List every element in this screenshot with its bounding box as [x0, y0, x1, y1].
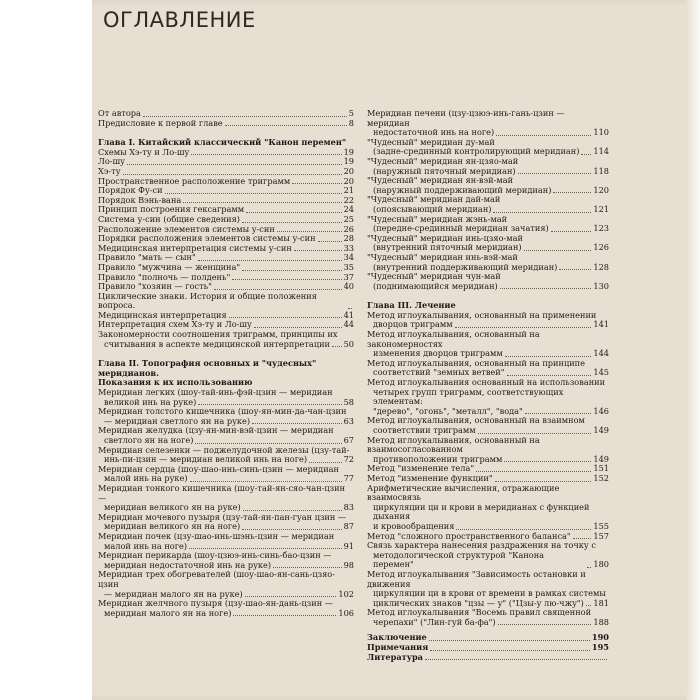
toc-entry-title: Меридиан трех обогревателей (шоу-шао-ян-сань-цзяо-цзин	[98, 569, 335, 589]
toc-entry-title: Показания к их использованию	[98, 377, 253, 388]
toc-entry	[98, 446, 354, 465]
toc-entry	[367, 253, 609, 272]
toc-entry-title: Метод иглоукалывания, основанный на применении	[367, 309, 597, 320]
toc-entry-title: (наружный поддерживающий меридиан)	[373, 184, 552, 195]
toc-leader-dots	[504, 461, 591, 462]
toc-entry	[98, 599, 354, 618]
toc-entry	[98, 465, 354, 484]
toc-leader-dots	[318, 241, 342, 242]
toc-entry	[367, 541, 609, 570]
toc-page-number: 35	[343, 261, 354, 272]
toc-entry-title: Меридиан мочевого пузыря (цзу-тай-ян-пан-гуан цзин —	[98, 511, 347, 522]
toc-leader-dots	[581, 154, 591, 155]
toc-entry-title: Принцип построения гексаграмм	[98, 204, 245, 215]
toc-page-number: 152	[593, 472, 609, 483]
toc-entry-title: меридиан великого ян на ноге)	[104, 521, 241, 532]
toc-entry	[98, 148, 354, 158]
toc-entry-title: Расположение элементов системы у-син	[98, 223, 275, 234]
toc-page-number: 98	[343, 559, 354, 570]
toc-page-number: 77	[343, 473, 354, 484]
toc-entry-title: светлого ян на ноге)	[104, 435, 194, 445]
toc-leader-dots	[425, 659, 607, 660]
toc-entry-title: Циклические знаки. История и общие положения вопроса.	[98, 290, 317, 311]
spacer	[98, 349, 354, 355]
toc-leader-dots	[429, 640, 590, 641]
toc-entry-title: (наружный пяточный меридиан)	[373, 165, 516, 176]
toc-entry-title: малой инь на руке)	[104, 473, 188, 484]
toc-leader-dots	[524, 250, 592, 251]
toc-leader-dots	[553, 192, 591, 193]
toc-page-number: 37	[343, 271, 354, 282]
toc-entry-title: Меридиан легких (шоу-тай-инь-фэй-цзин — меридиан	[98, 387, 333, 398]
toc-entry-title: Меридиан почек (цзу-шао-инь-шэнь-цзин — меридиан	[98, 530, 335, 541]
toc-entry-title: меридиан недостаточной инь на руке)	[104, 559, 272, 570]
toc-page-number: 20	[343, 165, 354, 176]
toc-page-number: 149	[593, 425, 609, 435]
toc-leader-dots	[430, 650, 590, 651]
toc-entry-title: недостаточной инь на ноге)	[373, 127, 495, 138]
toc-entry-title: Глава II. Топография основных и "чудесных" меридианов.	[98, 358, 317, 378]
toc-entry-title: циклических знаков "цзы — у" ("Цзы-у лю-чжу")	[373, 597, 584, 608]
toc-entry-title: Медицинская интерпретация	[98, 309, 227, 320]
toc-page-number: 63	[343, 415, 354, 426]
toc-page-number: 50	[343, 338, 354, 349]
toc-entry	[367, 608, 609, 627]
toc-leader-dots	[232, 279, 341, 280]
toc-leader-dots	[225, 125, 347, 126]
toc-entry-title: и кровообращения	[373, 520, 455, 531]
toc-page-number: 146	[593, 405, 609, 416]
toc-leader-dots	[195, 443, 341, 444]
toc-page-number: 190	[591, 632, 609, 643]
toc-entry	[98, 570, 354, 599]
toc-entry-title: циркуляции ци в крови от времени в рамках системы	[373, 588, 606, 599]
toc-entry-title: "дерево", "огонь", "металл", "вода"	[373, 405, 523, 416]
toc-entry-title: Порядки расположения элементов системы у-син	[98, 233, 316, 244]
spacer	[367, 291, 609, 297]
toc-entry	[367, 570, 609, 608]
toc-entry-title: (поднимающийся меридиан)	[373, 280, 498, 291]
toc-entry-title: дворцов триграмм	[373, 319, 453, 330]
toc-entry-title: Метод "изменение тела"	[367, 463, 475, 474]
toc-entry	[98, 330, 354, 349]
toc-entry-title: соответствий "земных ветвей"	[373, 367, 505, 378]
toc-entry-title: Меридиан печени (цзу-цзюэ-инь-гань-цзин — меридиан	[367, 108, 565, 128]
toc-entry-title: Правило "мать — сын"	[98, 252, 196, 263]
toc-page-number: 87	[343, 521, 354, 532]
toc-entry-title: (опоясывающий меридиан)	[373, 203, 492, 214]
toc-page-number: 20	[343, 175, 354, 186]
toc-entry-title: инь-пи-цзин — меридиан великой инь на ноге)	[104, 454, 308, 465]
toc-entry-title: (внутренний поддерживающий меридиан)	[373, 261, 558, 272]
toc-page-number: 144	[593, 348, 609, 359]
toc-page-number: 5	[348, 108, 354, 118]
toc-entry-title: (внутренний пяточный меридиан)	[373, 242, 522, 253]
toc-leader-dots	[507, 375, 592, 376]
toc-entry-title: "Чудесный" меридиан жэнь-май	[367, 213, 508, 224]
toc-entry-title: методологической структурой "Канона перемен"	[373, 549, 545, 570]
toc-chapter-heading	[98, 359, 354, 388]
toc-entry-title: (задне-срединный контролирующий меридиан)	[373, 146, 580, 157]
toc-leader-dots	[498, 624, 592, 625]
toc-leader-dots	[245, 596, 337, 597]
toc-entry-title: — меридиан малого ян на руке)	[104, 588, 243, 599]
toc-entry-title: "Чудесный" меридиан ян-цзяо-май	[367, 155, 519, 166]
toc-page-number: 195	[591, 642, 609, 653]
toc-leader-dots	[478, 433, 592, 434]
toc-entry-title: Метод иглоукалывания, основанный на принципе	[367, 357, 585, 368]
toc-entry	[367, 157, 609, 176]
toc-page-number: 128	[593, 261, 609, 272]
toc-page-number: 58	[343, 396, 354, 407]
toc-page-number: 19	[343, 146, 354, 157]
toc-page-number: 110	[593, 127, 609, 138]
toc-entry-title: великой инь на руке)	[104, 396, 197, 407]
toc-entry	[367, 138, 609, 157]
toc-leader-dots	[183, 202, 341, 203]
toc-page-number: 157	[593, 530, 609, 541]
book-page	[92, 0, 700, 700]
toc-entry-title: Интерпретация схем Хэ-ту и Ло-шу	[98, 319, 252, 330]
toc-page-number: 33	[343, 242, 354, 253]
toc-entry	[98, 407, 354, 426]
toc-entry-title: "Чудесный" меридиан чун-май	[367, 271, 501, 282]
toc-page-number: 22	[343, 194, 354, 205]
toc-page-number: 24	[343, 204, 354, 215]
toc-entry-title: Метод иглоукалывания, основанный на взаимном	[367, 415, 585, 426]
toc-page-number: 188	[593, 616, 609, 627]
toc-leader-dots	[455, 327, 592, 328]
toc-entry-title: соответствии триграмм	[373, 425, 476, 435]
toc-leader-dots	[500, 288, 592, 289]
toc-entry	[98, 551, 354, 570]
toc-leader-dots	[495, 481, 592, 482]
toc-entry-title: Связь характера нанесения раздражения на точку с	[367, 540, 596, 551]
toc-entry-title: черепахи" ("Лин-гуй ба-фа")	[373, 616, 496, 627]
toc-page-number: 121	[593, 203, 609, 214]
toc-entry-title: Метод иглоукалывания, основанный на закономерностях	[367, 329, 540, 349]
toc-leader-dots	[277, 231, 342, 232]
toc-page-number: 106	[338, 607, 354, 618]
toc-page-number: 8	[348, 117, 354, 128]
toc-leader-dots	[525, 413, 592, 414]
toc-leader-dots	[252, 423, 342, 424]
toc-entry-title: малой инь на ноге)	[104, 540, 188, 551]
toc-entry	[98, 292, 354, 311]
toc-entry-title: Порядок Вэнь-вана	[98, 194, 182, 205]
toc-entry-title: Порядок Фу-си	[98, 185, 163, 196]
toc-entry	[367, 416, 609, 435]
toc-page-number: 149	[593, 453, 609, 464]
toc-entry-title: Пространственное расположение триграмм	[98, 175, 291, 186]
toc-leader-dots	[214, 289, 342, 290]
toc-leader-dots	[229, 317, 342, 318]
toc-leader-dots	[559, 269, 591, 270]
toc-leader-dots	[165, 193, 342, 194]
toc-leader-dots	[292, 183, 341, 184]
page-title: ОГЛАВЛЕНИЕ	[103, 8, 256, 32]
toc-entry	[367, 311, 609, 330]
toc-entry-title: циркуляции ци и крови в меридианах с функцией дыхания	[373, 501, 590, 522]
toc-page-number: 123	[593, 223, 609, 234]
toc-page-number: 34	[343, 252, 354, 263]
toc-entry	[367, 109, 609, 138]
toc-page-number: 114	[593, 146, 609, 157]
toc-entry-title: Метод иглоукалывания "Зависимость остановки и движения	[367, 568, 586, 589]
toc-entry	[98, 532, 354, 551]
toc-page-number: 130	[593, 280, 609, 291]
toc-entry-title: Правило "полночь — полдень"	[98, 271, 231, 282]
page-edge	[686, 0, 700, 700]
toc-page-number: 83	[343, 502, 354, 513]
toc-page-number: 28	[343, 233, 354, 244]
toc-page-number: 26	[343, 223, 354, 234]
toc-leader-dots	[505, 356, 592, 357]
toc-page-number: 126	[593, 242, 609, 253]
toc-page-number: 44	[343, 319, 354, 330]
toc-leader-dots	[198, 260, 342, 261]
toc-entry-title: Метод иглоукалывания "Восемь правил священной	[367, 607, 592, 618]
toc-leader-dots	[242, 270, 341, 271]
toc-entry-title: четырех групп триграмм, соответствующих элементам:	[373, 386, 564, 407]
toc-entry-title: Меридиан толстого кишечника (шоу-ян-мин-да-чан-цзин	[98, 406, 347, 417]
toc-page-number: 102	[338, 588, 354, 599]
toc-entry	[367, 484, 609, 532]
toc-page-number: 151	[593, 463, 609, 474]
toc-leader-dots	[123, 174, 342, 175]
toc-leader-dots	[127, 164, 342, 165]
toc-entry-title: Предисловие к первой главе	[98, 117, 223, 128]
toc-entry	[367, 234, 609, 253]
toc-page-number: 67	[343, 435, 354, 445]
toc-entry-title: Примечания	[367, 642, 429, 653]
toc-leader-dots	[476, 471, 591, 472]
toc-entry-title: Метод "сложного пространственного баланса"	[367, 530, 571, 541]
toc-entry	[98, 157, 354, 167]
toc-leader-dots	[242, 222, 342, 223]
toc-leader-dots	[456, 529, 591, 530]
toc-entry-title: Метод иглоукалывания, основанный на взаимосогласованном	[367, 434, 540, 455]
toc-entry	[98, 513, 354, 532]
toc-entry-title: Меридиан перикарда (шоу-цзюэ-инь-синь-бао-цзин —	[98, 550, 332, 561]
toc-page-number: 141	[593, 319, 609, 330]
toc-leader-dots	[551, 231, 592, 232]
toc-entry	[367, 176, 609, 195]
toc-entry-title: считывания в аспекте медицинской интерпретации	[104, 338, 330, 349]
toc-leader-dots	[273, 567, 342, 568]
toc-entry-title: Хэ-ту	[98, 165, 121, 176]
spacer	[98, 128, 354, 134]
toc-entry	[367, 653, 609, 663]
toc-page-number: 155	[593, 520, 609, 531]
toc-entry-title: — меридиан светлого ян на руке)	[104, 415, 251, 426]
toc-leader-dots	[309, 462, 342, 463]
toc-entry-title: Метод иглоукалывания основанный на использовании	[367, 377, 606, 388]
toc-page-number: 145	[593, 367, 609, 378]
toc-leader-dots	[233, 615, 336, 616]
toc-entry	[98, 388, 354, 407]
toc-page-number: 21	[343, 185, 354, 196]
toc-leader-dots	[191, 154, 341, 155]
toc-leader-dots	[493, 212, 591, 213]
toc-entry-title: Правило "мужчина — женщина"	[98, 261, 241, 272]
toc-leader-dots	[348, 308, 352, 309]
toc-page-number: 72	[343, 454, 354, 465]
toc-leader-dots	[587, 567, 591, 568]
toc-leader-dots	[586, 605, 591, 606]
toc-entry	[367, 330, 609, 359]
toc-right-column	[367, 109, 609, 662]
toc-entry-title: противоположении триграмм	[373, 453, 503, 464]
toc-entry-title: Система у-син (общие сведения)	[98, 213, 240, 224]
toc-page-number: 25	[343, 213, 354, 224]
toc-entry-title: меридиан великого ян на руке)	[104, 502, 241, 513]
toc-leader-dots	[573, 538, 592, 539]
toc-entry-title: Меридиан желчного пузыря (цзу-шао-ян-дань-цзин —	[98, 598, 333, 609]
toc-entry-title: Схемы Хэ-ту и Ло-шу	[98, 146, 190, 157]
toc-entry-title: "Чудесный" меридиан ду-май	[367, 136, 495, 147]
toc-leader-dots	[294, 250, 342, 251]
toc-leader-dots	[198, 404, 341, 405]
toc-entry-title: меридиан малого ян на ноге)	[104, 607, 232, 618]
toc-entry-title: Метод "изменение функции"	[367, 472, 493, 483]
toc-entry	[98, 119, 354, 129]
toc-entry-title: Меридиан желудка (цзу-ян-мин-вэй-цзин — меридиан	[98, 425, 334, 436]
toc-page-number: 41	[343, 309, 354, 320]
toc-entry-title: Меридиан селезенки — поджелудочной железы (цзу-тай-	[98, 444, 350, 455]
toc-entry-title: Глава I. Китайский классический "Канон перемен"	[98, 137, 347, 148]
toc-entry-title: "Чудесный" меридиан ян-вэй-май	[367, 175, 514, 186]
toc-entry-title: Заключение	[367, 632, 427, 643]
toc-entry-title: От автора	[98, 108, 141, 118]
toc-page-number: 19	[343, 156, 354, 167]
toc-entry-title: Арифметические вычисления, отражающие взаимосвязь	[367, 482, 560, 503]
toc-leader-dots	[190, 481, 342, 482]
toc-leader-dots	[254, 327, 342, 328]
toc-entry-title: Меридиан тонкого кишечника (шоу-тай-ян-сяо-чан-цзин —	[98, 482, 346, 503]
toc-leader-dots	[518, 173, 592, 174]
toc-entry	[367, 359, 609, 378]
toc-entry-title: "Чудесный" меридиан дай-май	[367, 194, 501, 205]
toc-page-number: 181	[593, 597, 609, 608]
toc-entry	[367, 195, 609, 214]
toc-entry	[367, 378, 609, 416]
toc-entry-title: Правило "хозяин — гость"	[98, 281, 212, 292]
toc-leader-dots	[246, 212, 341, 213]
toc-leader-dots	[189, 548, 342, 549]
toc-leader-dots	[243, 510, 342, 511]
toc-leader-dots	[242, 529, 341, 530]
toc-entry-title: Меридиан сердца (шоу-шао-инь-синь-цзин — меридиан	[98, 463, 339, 474]
toc-entry-title: изменения дворцов триграмм	[373, 348, 503, 359]
toc-entry-title: "Чудесный" меридиан инь-цзяо-май	[367, 232, 523, 243]
toc-entry	[98, 484, 354, 513]
toc-page-number: 118	[593, 165, 609, 176]
toc-entry-title: Закономерности соотношения триграмм, принципы их	[98, 329, 338, 340]
toc-entry	[367, 272, 609, 291]
toc-entry-title: Глава III. Лечение	[367, 300, 456, 311]
toc-leader-dots	[496, 135, 591, 136]
toc-page-number: 91	[343, 540, 354, 551]
toc-page-number: 120	[593, 184, 609, 195]
toc-entry-title: Ло-шу	[98, 156, 125, 167]
toc-entry-title: "Чудесный" меридиан инь-вэй-май	[367, 251, 518, 262]
toc-entry	[367, 436, 609, 465]
toc-entry-title: (передне-срединный меридиан зачатия)	[373, 223, 549, 234]
toc-entry-title: Медицинская интерпретация системы у-син	[98, 242, 292, 253]
toc-entry-title: Литература	[367, 651, 423, 662]
toc-page-number: 40	[343, 281, 354, 292]
toc-leader-dots	[332, 346, 342, 347]
toc-page-number: 180	[593, 559, 609, 570]
toc-leader-dots	[143, 116, 347, 117]
toc-entry	[98, 426, 354, 445]
toc-left-column	[98, 109, 354, 618]
toc-entry	[367, 215, 609, 234]
